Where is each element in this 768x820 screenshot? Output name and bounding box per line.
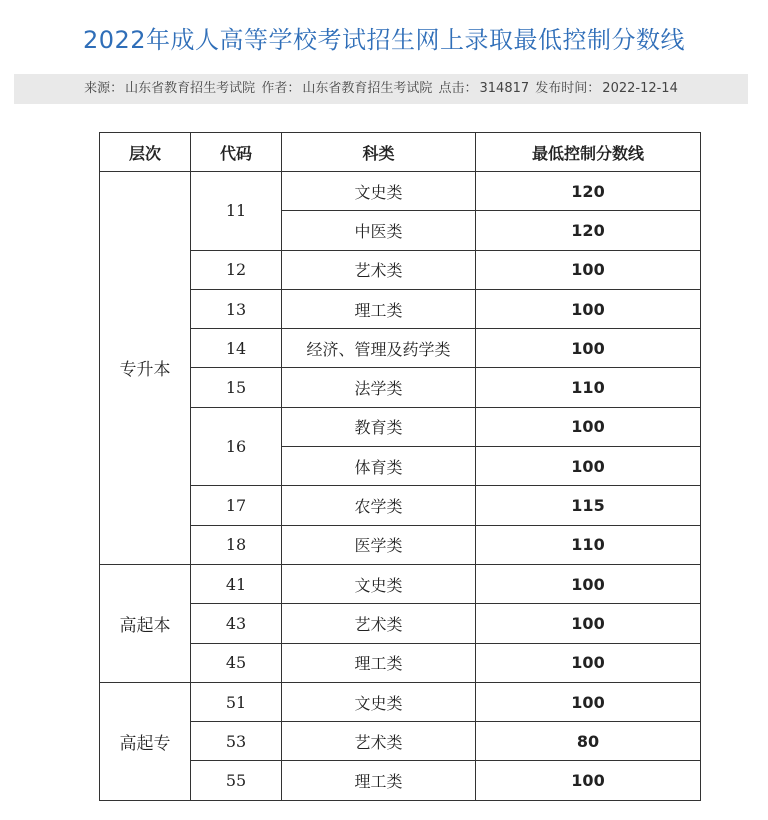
author-value: 山东省教育招生考试院 [302, 81, 433, 96]
code-cell: 43 [191, 604, 282, 643]
level-cell: 高起本 [100, 564, 191, 682]
score-cell: 115 [476, 486, 701, 525]
score-cell: 100 [476, 447, 701, 486]
score-cell: 120 [476, 211, 701, 250]
table-row [100, 722, 701, 761]
subject-cell: 文史类 [282, 682, 476, 721]
code-cell: 11 [191, 172, 282, 251]
score-cell: 120 [476, 172, 701, 211]
code-cell: 17 [191, 486, 282, 525]
code-cell: 12 [191, 250, 282, 289]
header-score: 最低控制分数线 [476, 133, 701, 172]
table-row [100, 172, 701, 211]
score-cell: 110 [476, 525, 701, 564]
table-row [100, 368, 701, 407]
header-code: 代码 [191, 133, 282, 172]
score-cell: 100 [476, 564, 701, 603]
clicks-label: 点击： [438, 81, 478, 96]
subject-cell: 经济、管理及药学类 [282, 329, 476, 368]
subject-cell: 体育类 [282, 447, 476, 486]
table-row [100, 604, 701, 643]
score-cell: 100 [476, 643, 701, 682]
subject-cell: 艺术类 [282, 722, 476, 761]
source-value: 山东省教育招生考试院 [125, 81, 256, 96]
score-cell: 100 [476, 407, 701, 446]
author-label: 作者： [261, 81, 301, 96]
code-cell: 45 [191, 643, 282, 682]
subject-cell: 文史类 [282, 564, 476, 603]
subject-cell: 农学类 [282, 486, 476, 525]
subject-cell: 艺术类 [282, 604, 476, 643]
date-value: 2022-12-14 [602, 81, 678, 96]
table-row [100, 564, 701, 603]
table-row [100, 289, 701, 328]
score-cell: 100 [476, 604, 701, 643]
score-cell: 100 [476, 250, 701, 289]
clicks-value: 314817 [479, 81, 530, 96]
score-cell: 100 [476, 761, 701, 800]
article-meta-bar [14, 74, 748, 104]
score-cell: 100 [476, 329, 701, 368]
subject-cell: 中医类 [282, 211, 476, 250]
header-level: 层次 [100, 133, 191, 172]
code-cell: 14 [191, 329, 282, 368]
table-row [100, 329, 701, 368]
table-row [100, 643, 701, 682]
score-cell: 100 [476, 289, 701, 328]
level-cell: 高起专 [100, 682, 191, 800]
code-cell: 41 [191, 564, 282, 603]
table-row [100, 486, 701, 525]
page-title: 2022年成人高等学校考试招生网上录取最低控制分数线 [82, 26, 686, 54]
table-row [100, 682, 701, 721]
subject-cell: 医学类 [282, 525, 476, 564]
subject-cell: 文史类 [282, 172, 476, 211]
score-cell: 100 [476, 682, 701, 721]
subject-cell: 理工类 [282, 643, 476, 682]
code-cell: 51 [191, 682, 282, 721]
code-cell: 15 [191, 368, 282, 407]
code-cell: 13 [191, 289, 282, 328]
score-table [99, 132, 701, 801]
code-cell: 18 [191, 525, 282, 564]
score-cell: 110 [476, 368, 701, 407]
subject-cell: 理工类 [282, 761, 476, 800]
subject-cell: 教育类 [282, 407, 476, 446]
date-label: 发布时间： [535, 81, 601, 96]
table-row [100, 525, 701, 564]
source-label: 来源： [84, 81, 124, 96]
subject-cell: 理工类 [282, 289, 476, 328]
subject-cell: 艺术类 [282, 250, 476, 289]
table-row [100, 761, 701, 800]
code-cell: 53 [191, 722, 282, 761]
score-cell: 80 [476, 722, 701, 761]
level-cell: 专升本 [100, 172, 191, 565]
code-cell: 16 [191, 407, 282, 486]
subject-cell: 法学类 [282, 368, 476, 407]
table-header-row [100, 133, 701, 172]
header-subject: 科类 [282, 133, 476, 172]
table-row [100, 250, 701, 289]
table-body [100, 172, 701, 801]
code-cell: 55 [191, 761, 282, 800]
table-row [100, 407, 701, 446]
